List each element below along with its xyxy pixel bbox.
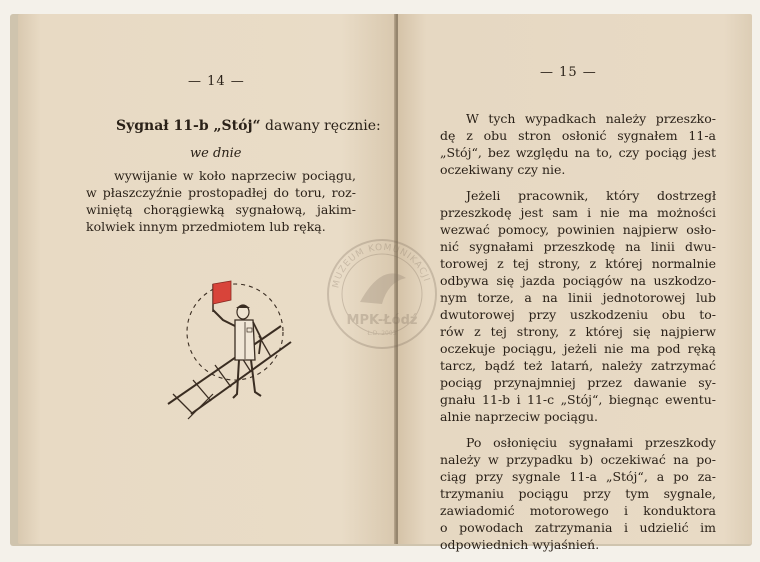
heading-rest: dawany ręcznie: [260, 118, 381, 134]
text-line: trzymaniu pociągu przy tym sygnale, [440, 486, 716, 501]
text-line: oczekiwany czy nie. [440, 162, 566, 177]
paragraph [440, 110, 716, 178]
text-line: dę z obu stron osłonić sygnałem 11-a [440, 128, 716, 143]
text-line: W tych wypadkach należy przeszko- [466, 111, 716, 126]
watermark-arc-text: MUZEUM KOMUNIKACJI [331, 242, 432, 290]
watermark-small-text: Ł.D. 2005 [367, 330, 397, 337]
text-line: odpowiednich wyjaśnień. [440, 537, 600, 552]
text-line: torowej z tej strony, z której normalnie [440, 256, 716, 271]
watermark-name: MPK-Łódź [346, 313, 418, 328]
text-line: nić sygnałami przeszkodę na linii dwu- [440, 239, 716, 254]
text-line: odbywa się jazda pociągów na uszkodzo- [440, 273, 716, 288]
text-line: dwutorowej przy uszkodzeniu obu to- [440, 307, 716, 322]
text-line: tarcz, bądź też latarń, należy zatrzymać [440, 358, 716, 373]
text-line: Jeżeli pracownik, który dostrzegł [466, 188, 716, 203]
right-body-text [440, 110, 716, 562]
right-page [398, 14, 752, 552]
text-line: pociąg przynajmniej przez dawanie sy- [440, 375, 716, 390]
left-page-number: — 14 — [188, 74, 245, 89]
text-line: winiętą chorągiewką sygnałową, jakim- [86, 202, 356, 217]
section-heading [116, 118, 381, 134]
text-line: alnie naprzeciw pociągu. [440, 409, 599, 424]
subheading: we dnie [190, 146, 242, 161]
text-line: wywijanie w koło naprzeciw pociągu, [114, 168, 356, 183]
text-line: oczekuje pociągu, jeżeli nie ma pod ręką [440, 341, 716, 356]
text-line: przeszkodę jest sam i nie ma możności [440, 205, 716, 220]
text-line: wezwać pomocy, powinien najpierw osło- [440, 222, 716, 237]
heading-signal-name: Sygnał 11-b „Stój“ [116, 118, 261, 134]
text-line: rów z tej strony, z której się najpierw [440, 324, 716, 339]
text-line: ciąg przy sygnale 11-a „Stój“, a po za- [440, 469, 716, 484]
text-line: kolwiek innym przedmiotem lub ręką. [86, 219, 326, 234]
text-line: o powodach zatrzymania i udzielić im [440, 520, 716, 535]
paragraph [440, 187, 716, 425]
text-line: w płaszczyźnie prostopadłej do toru, roz- [86, 185, 356, 200]
open-booklet [10, 14, 752, 552]
text-line: należy w przypadku b) oczekiwać na po- [440, 452, 716, 467]
right-page-number: — 15 — [540, 65, 597, 80]
museum-watermark [322, 232, 442, 352]
text-line: nym torze, a na linii jednotorowej lub [440, 290, 716, 305]
paragraph [440, 434, 716, 553]
text-line: Po osłonięciu sygnałami przeszkody [466, 435, 716, 450]
text-line: zawiadomić motorowego i konduktora [440, 503, 716, 518]
left-body-text [86, 167, 356, 235]
text-line: „Stój“, bez względu na to, czy pociąg jest [440, 145, 716, 160]
signalman-illustration [163, 264, 293, 424]
text-line: gnału 11-b i 11-c „Stój“, biegnąc ewentu- [440, 392, 716, 407]
